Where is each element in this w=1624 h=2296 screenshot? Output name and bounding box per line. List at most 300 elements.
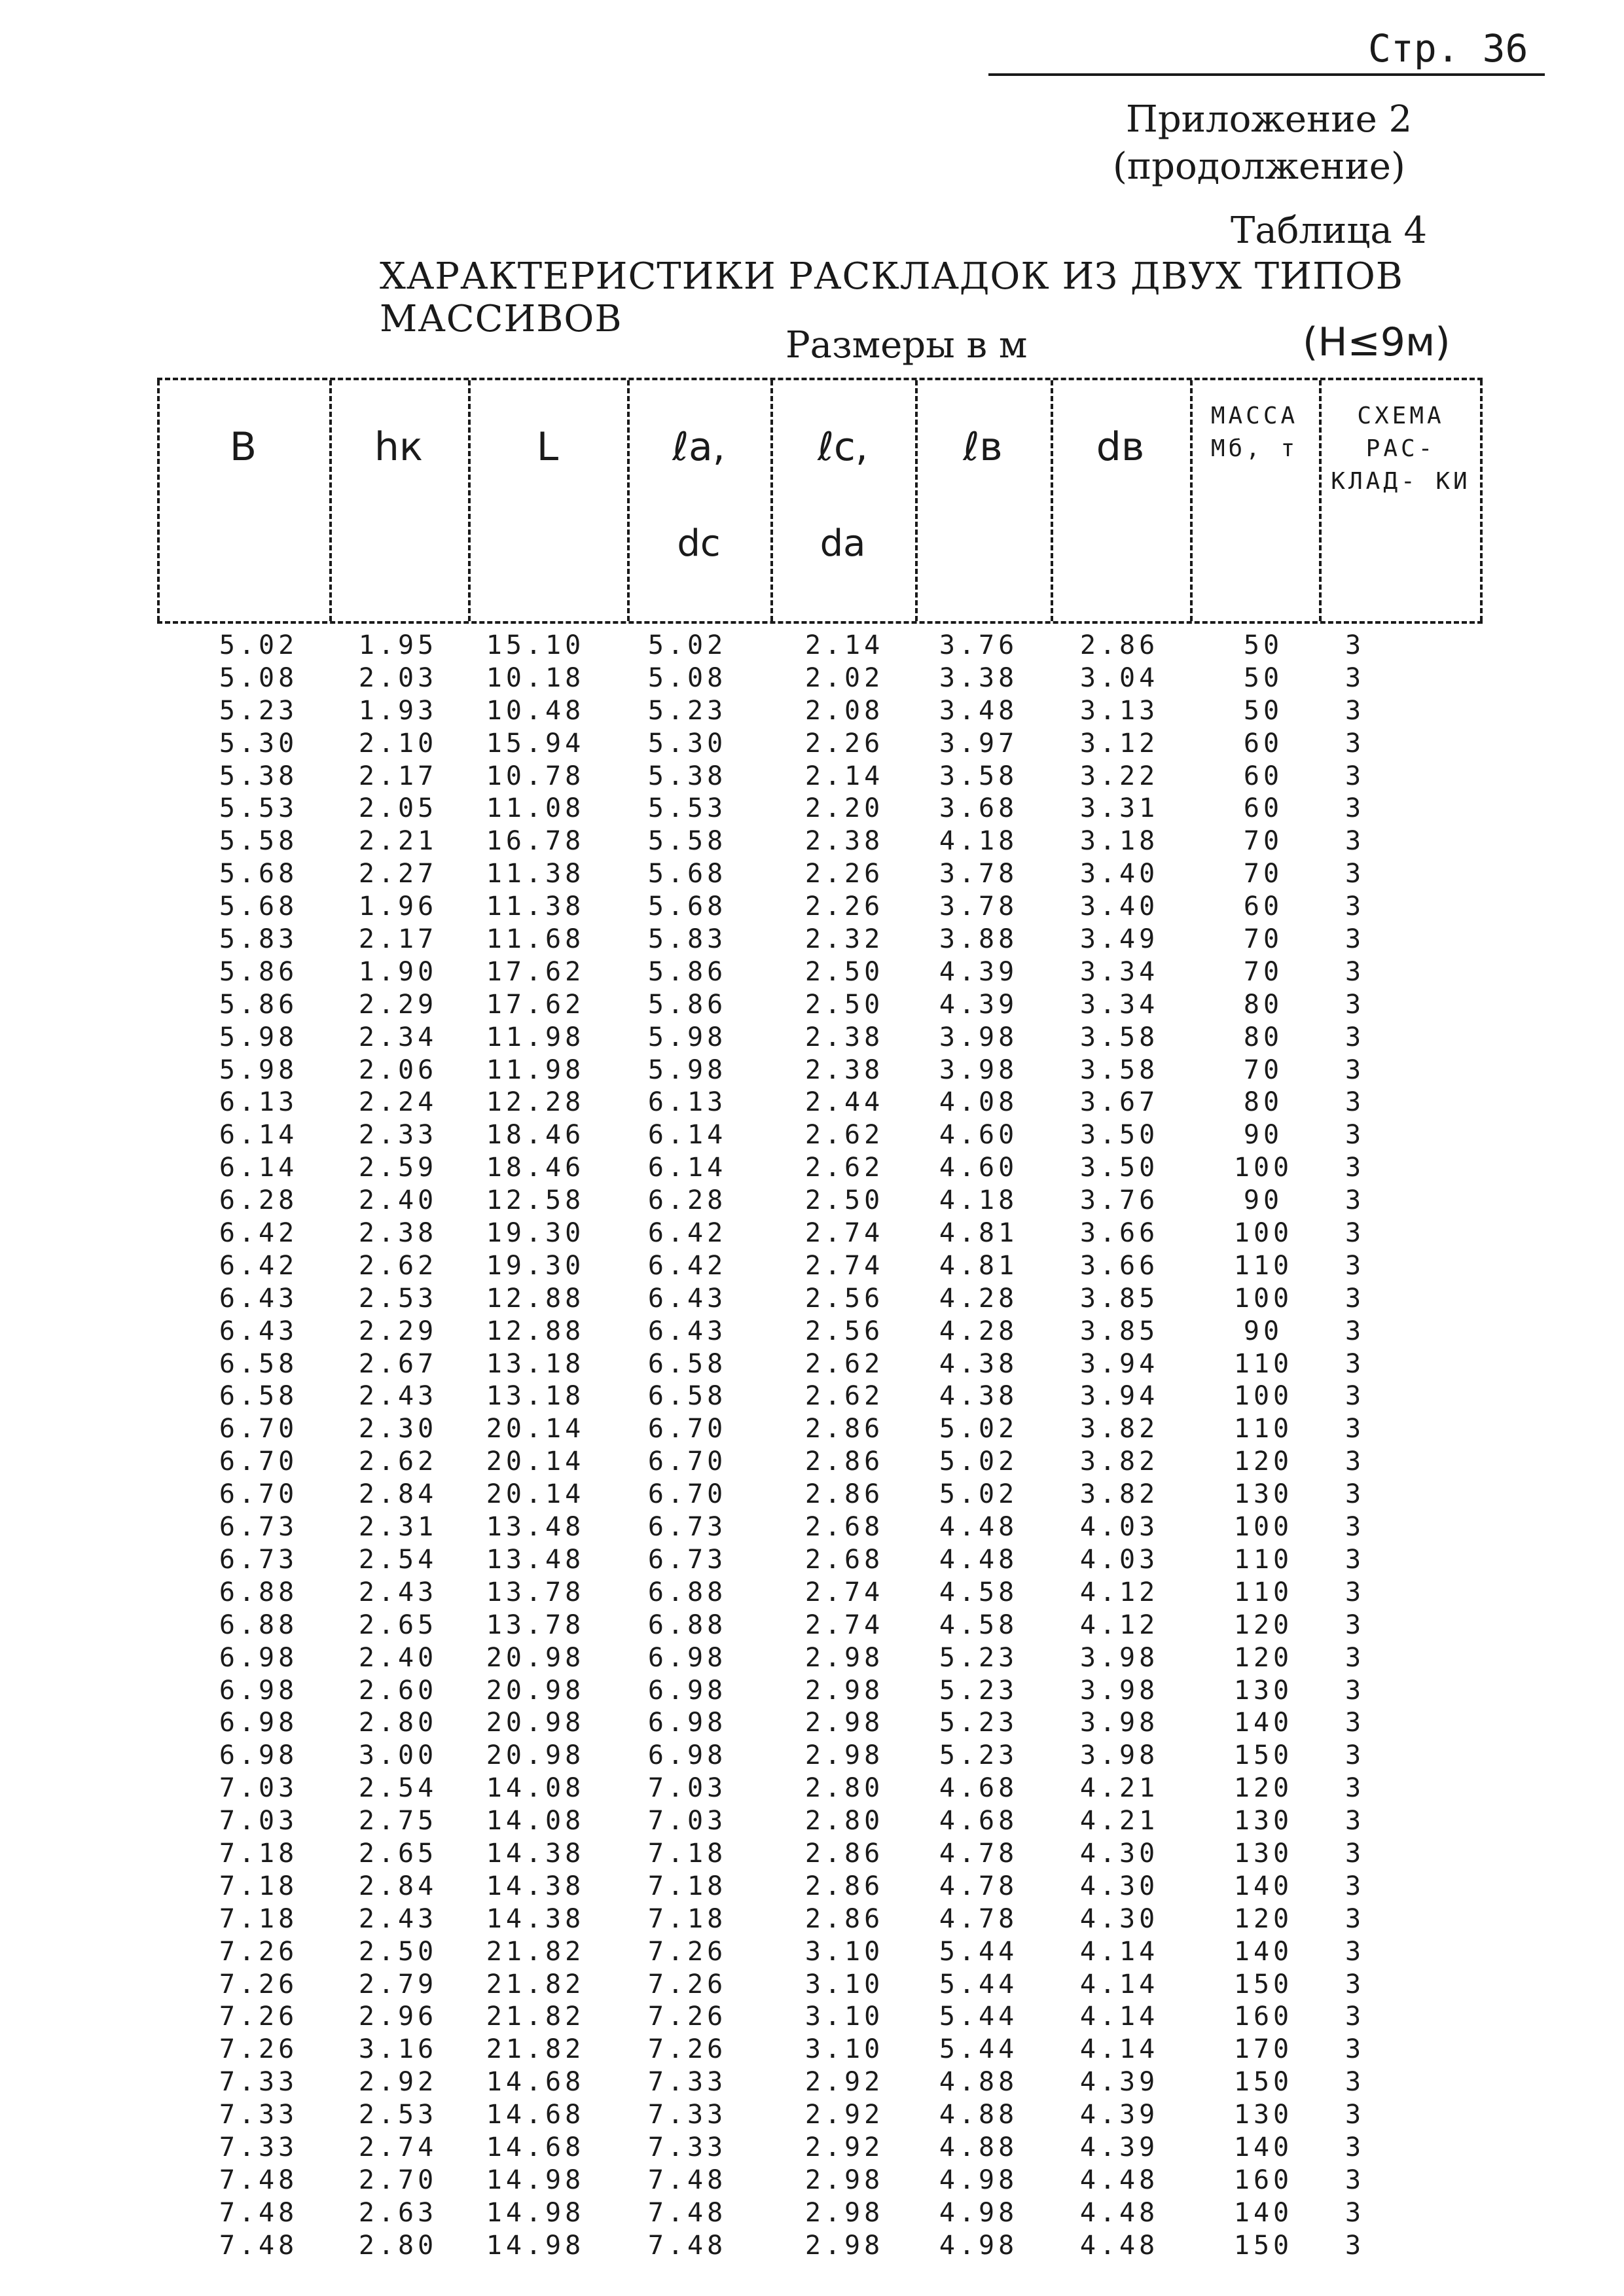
cell-mass: 70 [1243, 956, 1284, 987]
cell-dv: 3.50 [1079, 1153, 1159, 1183]
cell-mass: 70 [1243, 826, 1284, 857]
cell-lv: 4.58 [939, 1609, 1019, 1640]
cell-hk: 2.34 [358, 1022, 438, 1052]
header-label: L [536, 424, 559, 470]
cell-lc-da: 2.68 [804, 1512, 884, 1543]
cell-la-dc: 6.98 [647, 1708, 727, 1738]
cell-b: 7.26 [219, 2001, 298, 2032]
table-row [157, 2197, 1483, 2230]
table-row [157, 1054, 1483, 1087]
cell-hk: 2.30 [358, 1414, 438, 1444]
cell-lc-da: 2.74 [804, 1577, 884, 1607]
table-row [157, 2034, 1483, 2066]
cell-mass: 120 [1233, 1642, 1293, 1673]
cell-dv: 3.98 [1079, 1675, 1159, 1706]
cell-hk: 2.54 [358, 1773, 438, 1804]
cell-layout-scheme: 3 [1344, 1609, 1365, 1640]
cell-dv: 3.40 [1079, 891, 1159, 922]
cell-dv: 3.66 [1079, 1250, 1159, 1281]
cell-dv: 4.30 [1079, 1903, 1159, 1934]
cell-l: 13.48 [486, 1512, 585, 1543]
cell-la-dc: 6.14 [647, 1120, 727, 1151]
cell-la-dc: 6.73 [647, 1512, 727, 1543]
cell-dv: 4.21 [1079, 1773, 1159, 1804]
cell-lc-da: 2.44 [804, 1087, 884, 1118]
cell-layout-scheme: 3 [1344, 1283, 1365, 1314]
cell-mass: 120 [1233, 1903, 1293, 1934]
cell-dv: 2.86 [1079, 630, 1159, 660]
cell-b: 5.98 [219, 1054, 298, 1085]
cell-hk: 2.29 [358, 989, 438, 1020]
cell-b: 6.43 [219, 1316, 298, 1346]
table-row [157, 1609, 1483, 1642]
cell-lc-da: 2.50 [804, 1185, 884, 1216]
cell-l: 11.08 [486, 793, 585, 824]
cell-la-dc: 7.03 [647, 1806, 727, 1837]
cell-hk: 2.65 [358, 1838, 438, 1869]
cell-dv: 4.30 [1079, 1871, 1159, 1901]
cell-la-dc: 5.08 [647, 662, 727, 693]
cell-dv: 3.98 [1079, 1708, 1159, 1738]
cell-lc-da: 2.86 [804, 1414, 884, 1444]
cell-mass: 140 [1233, 2197, 1293, 2228]
table-number-label: Таблица 4 [1231, 209, 1428, 252]
cell-lv: 4.68 [939, 1773, 1019, 1804]
cell-l: 13.78 [486, 1577, 585, 1607]
cell-lc-da: 2.62 [804, 1381, 884, 1412]
cell-lc-da: 2.92 [804, 2067, 884, 2098]
cell-lc-da: 2.62 [804, 1120, 884, 1151]
cell-dv: 3.67 [1079, 1087, 1159, 1118]
cell-lv: 5.02 [939, 1414, 1019, 1444]
cell-lv: 4.88 [939, 2100, 1019, 2130]
cell-layout-scheme: 3 [1344, 1316, 1365, 1346]
cell-l: 11.98 [486, 1054, 585, 1085]
cell-lv: 4.39 [939, 989, 1019, 1020]
cell-dv: 4.48 [1079, 2164, 1159, 2195]
cell-mass: 130 [1233, 1806, 1293, 1837]
cell-l: 14.38 [486, 1903, 585, 1934]
cell-la-dc: 6.88 [647, 1577, 727, 1607]
cell-b: 7.33 [219, 2132, 298, 2162]
cell-dv: 3.50 [1079, 1120, 1159, 1151]
cell-hk: 1.93 [358, 695, 438, 726]
cell-b: 6.98 [219, 1675, 298, 1706]
cell-layout-scheme: 3 [1344, 924, 1365, 955]
cell-la-dc: 6.58 [647, 1381, 727, 1412]
cell-lc-da: 2.14 [804, 630, 884, 660]
header-label: МАССА Mб, т [1210, 403, 1299, 462]
cell-layout-scheme: 3 [1344, 1675, 1365, 1706]
cell-hk: 2.27 [358, 859, 438, 889]
header-label: hк [374, 424, 424, 470]
cell-l: 13.18 [486, 1348, 585, 1379]
cell-dv: 4.48 [1079, 2230, 1159, 2261]
cell-l: 14.08 [486, 1773, 585, 1804]
cell-layout-scheme: 3 [1344, 891, 1365, 922]
cell-la-dc: 6.73 [647, 1544, 727, 1575]
cell-hk: 2.17 [358, 924, 438, 955]
cell-lv: 3.78 [939, 891, 1019, 922]
cell-b: 6.58 [219, 1348, 298, 1379]
cell-b: 5.98 [219, 1022, 298, 1052]
cell-mass: 60 [1243, 761, 1284, 791]
cell-la-dc: 5.23 [647, 695, 727, 726]
cell-lc-da: 2.98 [804, 2197, 884, 2228]
cell-hk: 2.96 [358, 2001, 438, 2032]
cell-mass: 140 [1233, 1936, 1293, 1967]
cell-layout-scheme: 3 [1344, 1479, 1365, 1510]
cell-lc-da: 2.56 [804, 1283, 884, 1314]
cell-dv: 3.18 [1079, 826, 1159, 857]
cell-b: 7.26 [219, 1936, 298, 1967]
cell-lv: 4.38 [939, 1348, 1019, 1379]
cell-b: 5.02 [219, 630, 298, 660]
cell-mass: 70 [1243, 1054, 1284, 1085]
cell-la-dc: 6.43 [647, 1283, 727, 1314]
cell-la-dc: 7.18 [647, 1871, 727, 1901]
cell-l: 14.98 [486, 2164, 585, 2195]
cell-l: 20.98 [486, 1708, 585, 1738]
cell-lc-da: 2.50 [804, 989, 884, 1020]
cell-lv: 4.68 [939, 1806, 1019, 1837]
cell-hk: 2.84 [358, 1479, 438, 1510]
cell-hk: 2.67 [358, 1348, 438, 1379]
cell-dv: 3.34 [1079, 956, 1159, 987]
cell-lv: 3.88 [939, 924, 1019, 955]
cell-b: 5.86 [219, 956, 298, 987]
cell-la-dc: 5.30 [647, 728, 727, 759]
cell-l: 21.82 [486, 1936, 585, 1967]
cell-la-dc: 6.88 [647, 1609, 727, 1640]
header-label: dв [1096, 424, 1145, 470]
cell-layout-scheme: 3 [1344, 1642, 1365, 1673]
cell-b: 6.70 [219, 1414, 298, 1444]
cell-mass: 100 [1233, 1153, 1293, 1183]
cell-la-dc: 6.28 [647, 1185, 727, 1216]
cell-lv: 4.98 [939, 2164, 1019, 2195]
cell-dv: 3.12 [1079, 728, 1159, 759]
cell-b: 7.48 [219, 2197, 298, 2228]
cell-b: 6.88 [219, 1577, 298, 1607]
cell-dv: 4.21 [1079, 1806, 1159, 1837]
height-condition: (H≤9м) [1303, 319, 1451, 365]
cell-l: 11.98 [486, 1022, 585, 1052]
table-row [157, 1740, 1483, 1772]
cell-mass: 80 [1243, 1087, 1284, 1118]
table-row [157, 1969, 1483, 2001]
table-row [157, 1250, 1483, 1283]
cell-l: 12.28 [486, 1087, 585, 1118]
cell-hk: 2.53 [358, 1283, 438, 1314]
cell-b: 7.03 [219, 1773, 298, 1804]
table-row [157, 1544, 1483, 1577]
cell-b: 5.53 [219, 793, 298, 824]
header-layout-scheme [1319, 380, 1483, 621]
cell-dv: 3.40 [1079, 859, 1159, 889]
cell-lc-da: 2.38 [804, 1022, 884, 1052]
cell-lc-da: 2.74 [804, 1218, 884, 1249]
cell-la-dc: 6.70 [647, 1446, 727, 1477]
cell-lv: 3.98 [939, 1022, 1019, 1052]
cell-lc-da: 2.38 [804, 1054, 884, 1085]
header-dv [1051, 380, 1190, 621]
cell-l: 14.98 [486, 2230, 585, 2261]
cell-layout-scheme: 3 [1344, 1838, 1365, 1869]
cell-la-dc: 7.33 [647, 2100, 727, 2130]
cell-dv: 4.03 [1079, 1512, 1159, 1543]
cell-mass: 70 [1243, 859, 1284, 889]
cell-b: 7.33 [219, 2100, 298, 2130]
cell-b: 6.42 [219, 1250, 298, 1281]
header-lv [915, 380, 1051, 621]
cell-mass: 60 [1243, 793, 1284, 824]
cell-dv: 3.66 [1079, 1218, 1159, 1249]
table-row [157, 793, 1483, 825]
cell-l: 12.58 [486, 1185, 585, 1216]
cell-lv: 5.44 [939, 1936, 1019, 1967]
cell-l: 15.10 [486, 630, 585, 660]
cell-lc-da: 2.98 [804, 1642, 884, 1673]
cell-lc-da: 2.86 [804, 1838, 884, 1869]
cell-dv: 3.94 [1079, 1381, 1159, 1412]
cell-layout-scheme: 3 [1344, 826, 1365, 857]
cell-hk: 2.63 [358, 2197, 438, 2228]
cell-hk: 2.53 [358, 2100, 438, 2130]
header-sublabel: dс [677, 522, 721, 565]
cell-hk: 2.06 [358, 1054, 438, 1085]
cell-lc-da: 2.26 [804, 728, 884, 759]
cell-layout-scheme: 3 [1344, 1708, 1365, 1738]
cell-mass: 130 [1233, 1675, 1293, 1706]
cell-hk: 2.40 [358, 1642, 438, 1673]
cell-b: 5.58 [219, 826, 298, 857]
cell-lc-da: 2.56 [804, 1316, 884, 1346]
cell-b: 7.33 [219, 2067, 298, 2098]
cell-mass: 90 [1243, 1316, 1284, 1346]
cell-lv: 3.97 [939, 728, 1019, 759]
cell-la-dc: 6.13 [647, 1087, 727, 1118]
header-label: B [229, 424, 257, 470]
cell-l: 14.68 [486, 2132, 585, 2162]
table-row [157, 1022, 1483, 1054]
header-mass [1190, 380, 1319, 621]
cell-dv: 3.04 [1079, 662, 1159, 693]
cell-mass: 110 [1233, 1577, 1293, 1607]
cell-dv: 4.30 [1079, 1838, 1159, 1869]
cell-lv: 3.98 [939, 1054, 1019, 1085]
cell-la-dc: 7.26 [647, 2034, 727, 2065]
cell-layout-scheme: 3 [1344, 1544, 1365, 1575]
cell-hk: 2.62 [358, 1250, 438, 1281]
cell-mass: 110 [1233, 1544, 1293, 1575]
cell-dv: 4.48 [1079, 2197, 1159, 2228]
cell-b: 5.08 [219, 662, 298, 693]
cell-lc-da: 2.98 [804, 2230, 884, 2261]
cell-la-dc: 7.33 [647, 2132, 727, 2162]
cell-la-dc: 7.26 [647, 1936, 727, 1967]
cell-mass: 160 [1233, 2164, 1293, 2195]
cell-b: 6.70 [219, 1446, 298, 1477]
cell-lv: 4.98 [939, 2230, 1019, 2261]
cell-l: 12.88 [486, 1283, 585, 1314]
cell-layout-scheme: 3 [1344, 1348, 1365, 1379]
cell-la-dc: 7.48 [647, 2197, 727, 2228]
cell-mass: 140 [1233, 1871, 1293, 1901]
cell-layout-scheme: 3 [1344, 1871, 1365, 1901]
cell-lc-da: 2.80 [804, 1773, 884, 1804]
header-sublabel: dа [820, 522, 866, 565]
table-row [157, 924, 1483, 956]
cell-la-dc: 5.83 [647, 924, 727, 955]
cell-dv: 3.94 [1079, 1348, 1159, 1379]
cell-layout-scheme: 3 [1344, 1512, 1365, 1543]
cell-layout-scheme: 3 [1344, 1381, 1365, 1412]
cell-layout-scheme: 3 [1344, 1740, 1365, 1771]
cell-lv: 4.38 [939, 1381, 1019, 1412]
cell-lc-da: 2.98 [804, 1740, 884, 1771]
cell-l: 14.68 [486, 2067, 585, 2098]
cell-lv: 4.60 [939, 1153, 1019, 1183]
cell-layout-scheme: 3 [1344, 956, 1365, 987]
cell-dv: 3.49 [1079, 924, 1159, 955]
cell-lv: 3.68 [939, 793, 1019, 824]
cell-la-dc: 5.86 [647, 989, 727, 1020]
cell-l: 13.18 [486, 1381, 585, 1412]
cell-layout-scheme: 3 [1344, 2197, 1365, 2228]
table-row [157, 1772, 1483, 1805]
cell-mass: 130 [1233, 2100, 1293, 2130]
cell-mass: 120 [1233, 1446, 1293, 1477]
cell-lv: 4.78 [939, 1903, 1019, 1934]
cell-mass: 160 [1233, 2001, 1293, 2032]
table-row [157, 858, 1483, 891]
cell-la-dc: 5.98 [647, 1022, 727, 1052]
cell-b: 7.48 [219, 2164, 298, 2195]
table-row [157, 2001, 1483, 2034]
cell-l: 14.38 [486, 1838, 585, 1869]
header-label: ℓв [963, 424, 1003, 470]
cell-lv: 5.44 [939, 1969, 1019, 2000]
cell-dv: 3.22 [1079, 761, 1159, 791]
cell-lc-da: 2.68 [804, 1544, 884, 1575]
cell-lv: 4.78 [939, 1871, 1019, 1901]
cell-b: 6.43 [219, 1283, 298, 1314]
cell-lc-da: 2.74 [804, 1250, 884, 1281]
cell-dv: 3.82 [1079, 1446, 1159, 1477]
cell-lv: 3.38 [939, 662, 1019, 693]
cell-lv: 4.28 [939, 1316, 1019, 1346]
cell-lc-da: 2.92 [804, 2100, 884, 2130]
cell-l: 14.68 [486, 2100, 585, 2130]
cell-b: 7.18 [219, 1903, 298, 1934]
cell-dv: 3.82 [1079, 1479, 1159, 1510]
cell-mass: 110 [1233, 1348, 1293, 1379]
cell-lv: 4.98 [939, 2197, 1019, 2228]
table-row [157, 1838, 1483, 1871]
cell-lv: 4.60 [939, 1120, 1019, 1151]
table-row [157, 1413, 1483, 1446]
table-row [157, 1805, 1483, 1838]
cell-l: 21.82 [486, 2001, 585, 2032]
cell-dv: 4.39 [1079, 2100, 1159, 2130]
cell-lv: 4.48 [939, 1544, 1019, 1575]
cell-la-dc: 5.68 [647, 859, 727, 889]
cell-layout-scheme: 3 [1344, 1446, 1365, 1477]
header-label: СХЕМА РАС- КЛАД- КИ [1331, 403, 1471, 495]
cell-layout-scheme: 3 [1344, 793, 1365, 824]
cell-l: 14.98 [486, 2197, 585, 2228]
cell-mass: 50 [1243, 630, 1284, 660]
cell-lv: 5.44 [939, 2034, 1019, 2065]
cell-lc-da: 3.10 [804, 2001, 884, 2032]
cell-hk: 1.96 [358, 891, 438, 922]
cell-l: 13.48 [486, 1544, 585, 1575]
cell-l: 16.78 [486, 826, 585, 857]
cell-mass: 50 [1243, 662, 1284, 693]
cell-lc-da: 2.32 [804, 924, 884, 955]
header-l [468, 380, 627, 621]
cell-dv: 4.12 [1079, 1577, 1159, 1607]
cell-hk: 3.16 [358, 2034, 438, 2065]
cell-dv: 3.31 [1079, 793, 1159, 824]
cell-la-dc: 6.98 [647, 1740, 727, 1771]
cell-hk: 2.29 [358, 1316, 438, 1346]
cell-la-dc: 7.48 [647, 2230, 727, 2261]
cell-dv: 3.13 [1079, 695, 1159, 726]
cell-layout-scheme: 3 [1344, 630, 1365, 660]
cell-layout-scheme: 3 [1344, 761, 1365, 791]
cell-l: 20.98 [486, 1740, 585, 1771]
table-row [157, 825, 1483, 858]
cell-lc-da: 2.98 [804, 2164, 884, 2195]
cell-dv: 4.39 [1079, 2132, 1159, 2162]
cell-layout-scheme: 3 [1344, 1577, 1365, 1607]
cell-hk: 2.92 [358, 2067, 438, 2098]
cell-b: 7.26 [219, 1969, 298, 2000]
cell-mass: 60 [1243, 891, 1284, 922]
cell-layout-scheme: 3 [1344, 2100, 1365, 2130]
cell-layout-scheme: 3 [1344, 728, 1365, 759]
table-row [157, 1446, 1483, 1479]
cell-mass: 50 [1243, 695, 1284, 726]
table-row [157, 956, 1483, 989]
cell-lc-da: 3.10 [804, 1969, 884, 2000]
table-row [157, 1380, 1483, 1413]
cell-lc-da: 2.20 [804, 793, 884, 824]
cell-hk: 2.54 [358, 1544, 438, 1575]
cell-mass: 100 [1233, 1381, 1293, 1412]
cell-l: 20.14 [486, 1446, 585, 1477]
cell-l: 12.88 [486, 1316, 585, 1346]
cell-la-dc: 5.58 [647, 826, 727, 857]
cell-mass: 120 [1233, 1773, 1293, 1804]
cell-dv: 4.14 [1079, 2001, 1159, 2032]
table-row [157, 2230, 1483, 2263]
cell-la-dc: 7.33 [647, 2067, 727, 2098]
cell-lv: 5.23 [939, 1708, 1019, 1738]
cell-la-dc: 6.70 [647, 1479, 727, 1510]
cell-lv: 5.02 [939, 1446, 1019, 1477]
cell-lv: 4.88 [939, 2132, 1019, 2162]
cell-hk: 2.33 [358, 1120, 438, 1151]
cell-lv: 4.18 [939, 1185, 1019, 1216]
cell-lc-da: 2.38 [804, 826, 884, 857]
cell-lv: 5.23 [939, 1675, 1019, 1706]
cell-lc-da: 2.02 [804, 662, 884, 693]
header-b [157, 380, 329, 621]
cell-b: 6.98 [219, 1642, 298, 1673]
